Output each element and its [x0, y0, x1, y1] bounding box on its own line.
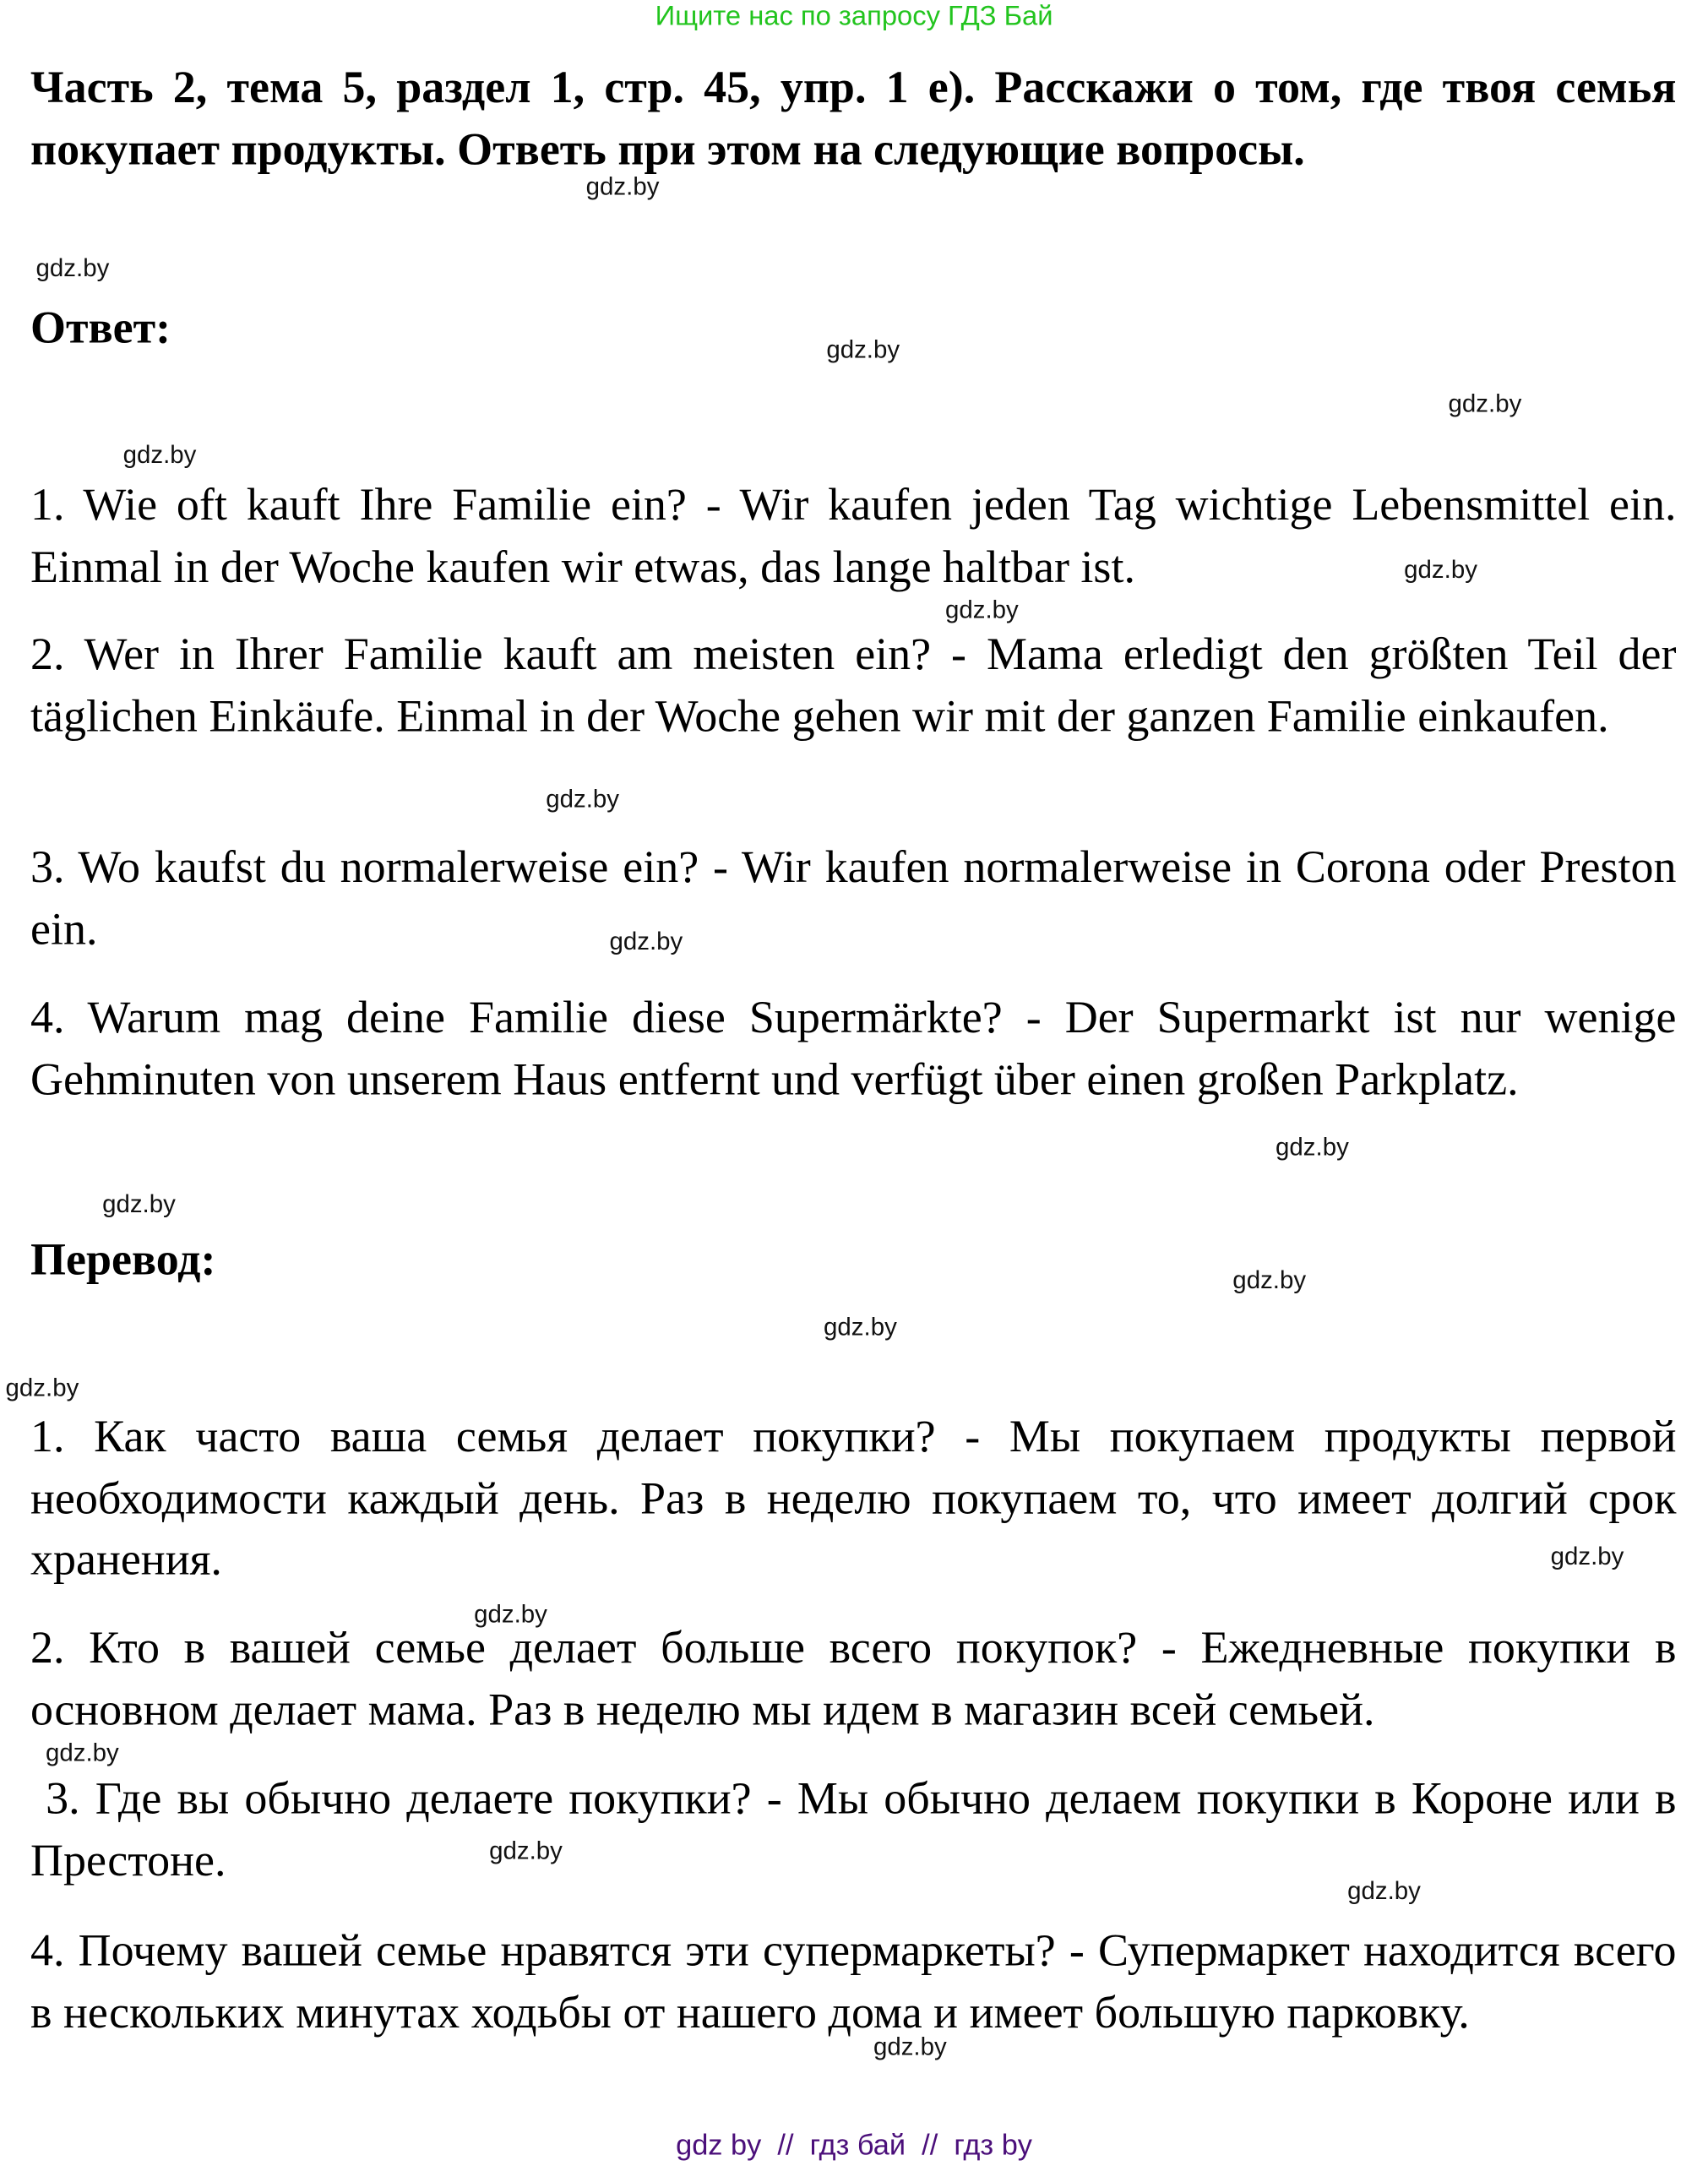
watermark: gdz.by: [1448, 389, 1522, 418]
footer-links: gdz by // гдз бай // гдз by: [676, 2130, 1032, 2162]
watermark: gdz.by: [1550, 1542, 1624, 1570]
watermark: gdz.by: [474, 1600, 547, 1629]
watermark: gdz.by: [873, 2033, 947, 2061]
watermark: gdz.by: [122, 440, 197, 469]
answer-paragraph: 1. Wie oft kauft Ihre Familie ein? - Wir kaufen jeden Tag wichtige Lebensmittel ein. Einmal in der Woche kaufen wir etwas, das lange haltbar ist.: [30, 481, 1677, 593]
translation-paragraph: 2. Кто в вашей семье делает больше всего покупок? - Ежедневные покупки в основном делает мама. Раз в неделю мы идем в магазин всей семьей.: [30, 1624, 1677, 1735]
task-title: Часть 2, тема 5, раздел 1, стр. 45, упр. 1 е). Расскажи о том, где твоя семья покупает продукты. Ответь при этом на следующие вопросы.: [30, 63, 1677, 175]
translation-paragraph: 3. Где вы обычно делаете покупки? - Мы обычно делаем покупки в Короне или в Престоне.: [30, 1774, 1688, 1886]
watermark: gdz.by: [102, 1189, 176, 1218]
watermark: gdz.by: [609, 927, 683, 955]
answer-paragraph: 2. Wer in Ihrer Familie kauft am meisten ein? - Mama erledigt den größten Teil der täglichen Einkäufe. Einmal in der Woche gehen wir mit der ganzen Familie einkaufen.: [30, 630, 1677, 742]
answer-heading: Ответ:: [30, 303, 171, 354]
watermark: gdz.by: [5, 1374, 79, 1401]
search-banner: Ищите нас по запросу ГДЗ Бай: [655, 1, 1053, 32]
watermark: gdz.by: [546, 785, 620, 813]
answer-paragraph: 3. Wo kaufst du normalerweise ein? - Wir kaufen normalerweise in Corona oder Preston ein.: [30, 842, 1677, 955]
translation-paragraph: 1. Как часто ваша семья делает покупки? - Мы покупаем продукты первой необходимости каждый день. Раз в неделю покупаем то, что имеет долгий срок хранения.: [30, 1412, 1677, 1586]
watermark: gdz.by: [35, 254, 110, 282]
translation-heading: Перевод:: [30, 1235, 216, 1286]
watermark: gdz.by: [826, 335, 900, 364]
watermark: gdz.by: [45, 1739, 119, 1766]
watermark: gdz.by: [1232, 1265, 1307, 1294]
watermark: gdz.by: [1404, 555, 1477, 584]
answer-paragraph: 4. Warum mag deine Familie diese Supermärkte? - Der Supermarkt ist nur wenige Gehminuten von unserem Haus entfernt und verfügt über einen großen Parkplatz.: [30, 993, 1677, 1105]
watermark: gdz.by: [945, 596, 1019, 623]
watermark: gdz.by: [489, 1837, 563, 1864]
translation-paragraph: 4. Почему вашей семье нравятся эти супермаркеты? - Супермаркет находится всего в нескольких минутах ходьбы от нашего дома и имеет большую парковку.: [30, 1926, 1677, 2038]
watermark: gdz.by: [1276, 1133, 1349, 1162]
watermark: gdz.by: [585, 172, 660, 201]
watermark: gdz.by: [1347, 1876, 1421, 1905]
watermark: gdz.by: [824, 1313, 897, 1341]
